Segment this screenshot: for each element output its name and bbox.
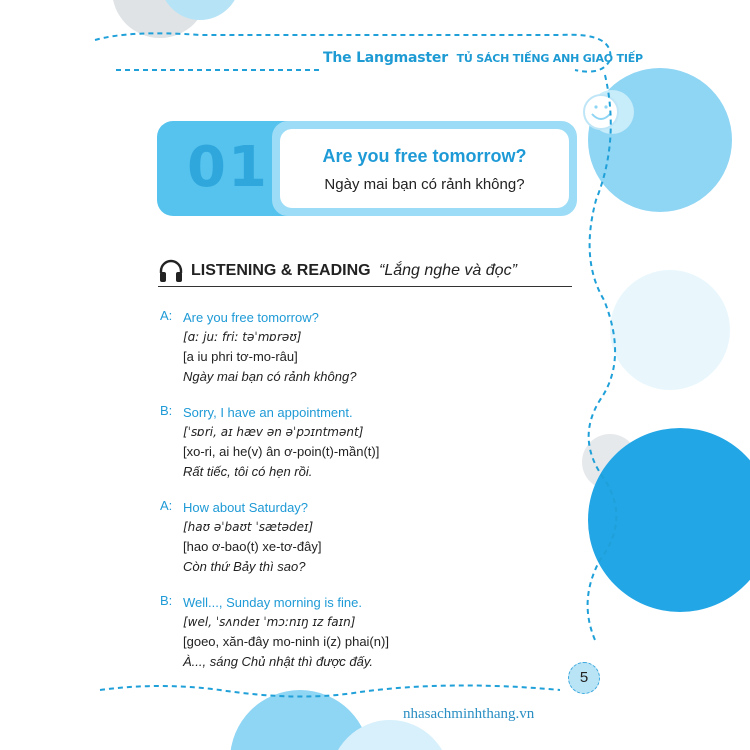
- translation-line: Còn thứ Bảy thì sao?: [183, 558, 306, 574]
- headphones-icon: [158, 258, 184, 284]
- section-title-text: LISTENING & READING: [191, 262, 371, 279]
- section-subtitle: “Lắng nghe và đọc”: [379, 262, 517, 279]
- lesson-card-inner: [280, 129, 569, 208]
- section-title: [191, 262, 517, 280]
- pronunciation-line: [xo-ri, ai he(v) ân ơ-poin(t)-mần(t)]: [183, 444, 380, 459]
- lesson-title: Are you free tomorrow?: [322, 146, 527, 166]
- dialogue-turn: [160, 308, 560, 386]
- lesson-number: 01: [187, 135, 269, 200]
- english-line: Are you free tomorrow?: [183, 310, 319, 325]
- smiley-icon: [584, 95, 618, 129]
- lesson-card: [272, 121, 577, 216]
- lesson-subtitle: Ngày mai bạn có rảnh không?: [324, 176, 525, 193]
- pronunciation-line: [goeo, xăn-đây mo-ninh i(z) phai(n)]: [183, 634, 389, 649]
- website-watermark: nhasachminhthang.vn: [403, 706, 535, 722]
- english-line: Well..., Sunday morning is fine.: [183, 595, 362, 610]
- ipa-line: [ˈsɒri, aɪ hæv ən əˈpɔɪntmənt]: [183, 424, 364, 439]
- speaker-label: A:: [160, 308, 173, 323]
- english-line: Sorry, I have an appointment.: [183, 405, 353, 420]
- pronunciation-line: [a iu phri tơ-mo-râu]: [183, 349, 298, 364]
- page-number: 5: [568, 662, 600, 694]
- section-heading: [158, 256, 572, 287]
- series-name: TỦ SÁCH TIẾNG ANH GIAO TIẾP: [456, 52, 643, 65]
- translation-line: À..., sáng Chủ nhật thì được đấy.: [183, 653, 374, 669]
- ipa-line: [wel, ˈsʌndeɪ ˈmɔːnɪŋ ɪz faɪn]: [183, 614, 356, 629]
- decor-circle-right-pale: [610, 270, 730, 390]
- lesson-header: [157, 121, 575, 216]
- english-line: How about Saturday?: [183, 500, 309, 515]
- speaker-label: B:: [160, 593, 173, 608]
- ipa-line: [ɑː juː friː təˈmɒrəʊ]: [183, 329, 302, 344]
- dialogue-turn: [160, 593, 560, 671]
- translation-line: Rất tiếc, tôi có hẹn rồi.: [183, 463, 313, 479]
- speaker-label: A:: [160, 498, 173, 513]
- ipa-line: [haʊ əˈbaʊt ˈsætədeɪ]: [183, 519, 314, 534]
- dialogue: [160, 308, 560, 688]
- dialogue-turn: [160, 498, 560, 576]
- dialogue-turn: [160, 403, 560, 481]
- brand-name: The Langmaster: [323, 50, 448, 66]
- translation-line: Ngày mai bạn có rảnh không?: [183, 368, 357, 384]
- pronunciation-line: [hao ơ-bao(t) xe-tơ-đây]: [183, 539, 322, 554]
- speaker-label: B:: [160, 403, 173, 418]
- header-brand: [323, 50, 643, 66]
